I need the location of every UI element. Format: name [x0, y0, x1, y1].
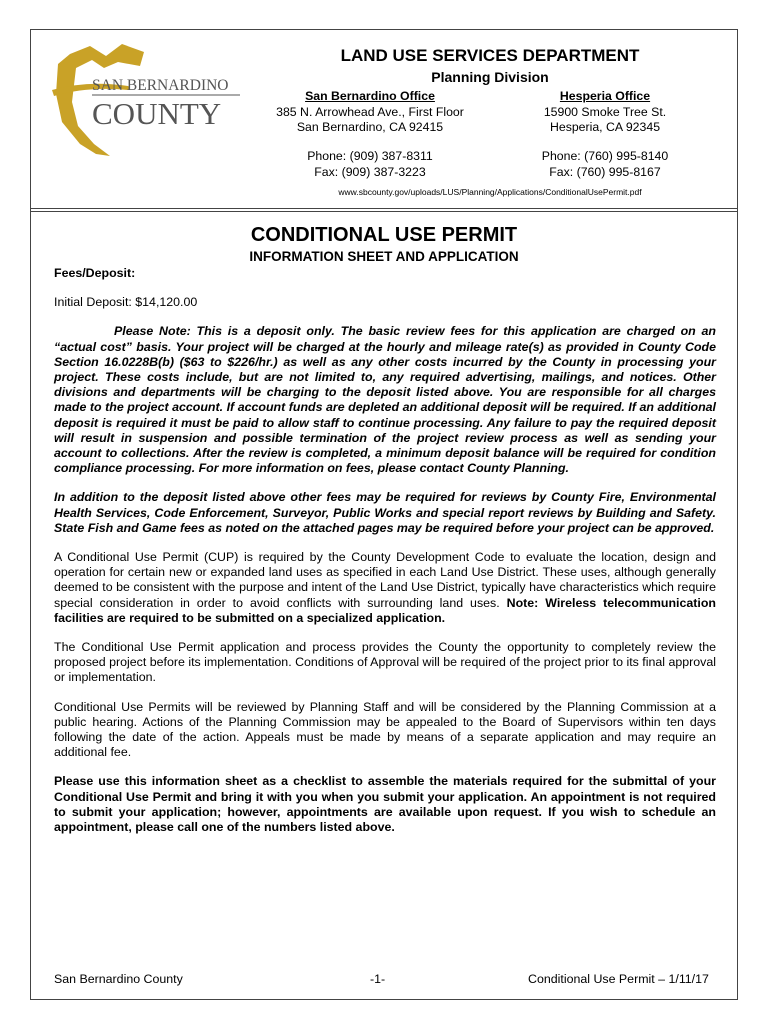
- document-url: www.sbcounty.gov/uploads/LUS/Planning/Applications/ConditionalUsePermit.pdf: [338, 187, 642, 197]
- office-name: Hesperia Office: [559, 89, 651, 103]
- division-title: Planning Division: [431, 69, 549, 85]
- deposit-note: Please Note: This is a deposit only. The basic review fees for this application are charged on an “actual cost” basis. Your project will be charged at the hourly and mileage rate(s) as provided in County Code Section 16.0228B(b) ($63 to $226/hr.) as well as any other costs incurred by the County in processing your project. These costs include, but are not limited to, any required advertising, mailings, and notices. Other divisions and departments will be charging to the deposit listed above. You are responsible for all charges made to the project account. If account funds are depleted an additional deposit will be required. If an additional deposit is required it must be paid to allow staff to continue processing. Any failure to pay the required deposit will result in suspension and possible termination of the project review process as well as sending your account to collections. After the review is completed, a minimum deposit balance will be required for condition compliance processing. For more information on fees, please contact County Planning.: [54, 324, 716, 476]
- initial-deposit: Initial Deposit: $14,120.00: [54, 295, 198, 310]
- additional-fees-paragraph: In addition to the deposit listed above other fees may be required for reviews by County Fire, Environmental Health Services, Code Enforcement, Surveyor, Public Works and special report reviews by Building and Safety. State Fish and Game fees as noted on the attached pages may be required before your project can be approved.: [54, 490, 716, 535]
- office-address-line2: San Bernardino, CA 92415: [296, 120, 444, 134]
- cup-review-paragraph: Conditional Use Permits will be reviewed by Planning Staff and will be considered by the Planning Commission at a public hearing. Actions of the Planning Commission may be appealed to the Board of Supervisors within ten days following the date of the action. Appeals must be made by means of a separate application and may require an additional fee.: [54, 699, 716, 760]
- office-hesperia-contact: [500, 149, 710, 180]
- cup-process-paragraph: The Conditional Use Permit application and process provides the County the opportunity to completely review the proposed project before its implementation. Conditions of Approval will be required of the project prior to its final approval or implementation.: [54, 640, 716, 685]
- footer-page-number: -1-: [370, 972, 386, 986]
- header-divider: [30, 208, 738, 209]
- department-title: LAND USE SERVICES DEPARTMENT: [340, 46, 640, 65]
- office-address-line1: 385 N. Arrowhead Ave., First Floor: [276, 104, 464, 119]
- office-name: San Bernardino Office: [305, 89, 435, 103]
- office-phone: Phone: (909) 387-8311: [307, 149, 433, 163]
- office-san-bernardino: [265, 89, 475, 136]
- office-hesperia: [500, 89, 710, 136]
- office-fax: Fax: (909) 387-3223: [314, 164, 426, 179]
- footer-document-date: Conditional Use Permit – 1/11/17: [528, 972, 709, 986]
- fees-label: Fees/Deposit:: [54, 266, 136, 280]
- cup-wireless-note: Note: Wireless telecommunication facilities are required to be submitted on a specialized application.: [54, 595, 716, 625]
- page-title: CONDITIONAL USE PERMIT: [250, 224, 518, 246]
- cup-intro-paragraph: [54, 550, 716, 626]
- header-divider-second: [30, 211, 738, 212]
- county-logo: [48, 42, 248, 160]
- checklist-paragraph: Please use this information sheet as a checklist to assemble the materials required for the submittal of your Conditional Use Permit and bring it with you when you submit your application. An appointment is not required to submit your application; however, appointments are available upon request. If you wish to schedule an appointment, please call one of the numbers listed above.: [54, 774, 716, 835]
- main-content: [54, 266, 716, 849]
- office-fax: Fax: (760) 995-8167: [549, 164, 661, 179]
- page-subtitle: INFORMATION SHEET AND APPLICATION: [249, 249, 519, 264]
- logo-text-bottom: COUNTY: [92, 96, 222, 131]
- logo-text-top: SAN BERNARDINO: [92, 77, 229, 94]
- office-phone: Phone: (760) 995-8140: [541, 149, 669, 163]
- office-san-bernardino-contact: [265, 149, 475, 180]
- office-address-line1: 15900 Smoke Tree St.: [543, 104, 667, 119]
- office-address-line2: Hesperia, CA 92345: [549, 120, 661, 134]
- footer-county: San Bernardino County: [54, 972, 183, 986]
- cup-intro-text: A Conditional Use Permit (CUP) is required by the County Development Code to evaluate the location, design and operation for certain new or expanded land uses as specified in each Land Use District. These uses, although generally deemed to be consistent with the purpose and intent of the Land Use District, typically have characteristics which require special consideration in order to avoid conflicts with surrounding land uses.: [54, 550, 716, 610]
